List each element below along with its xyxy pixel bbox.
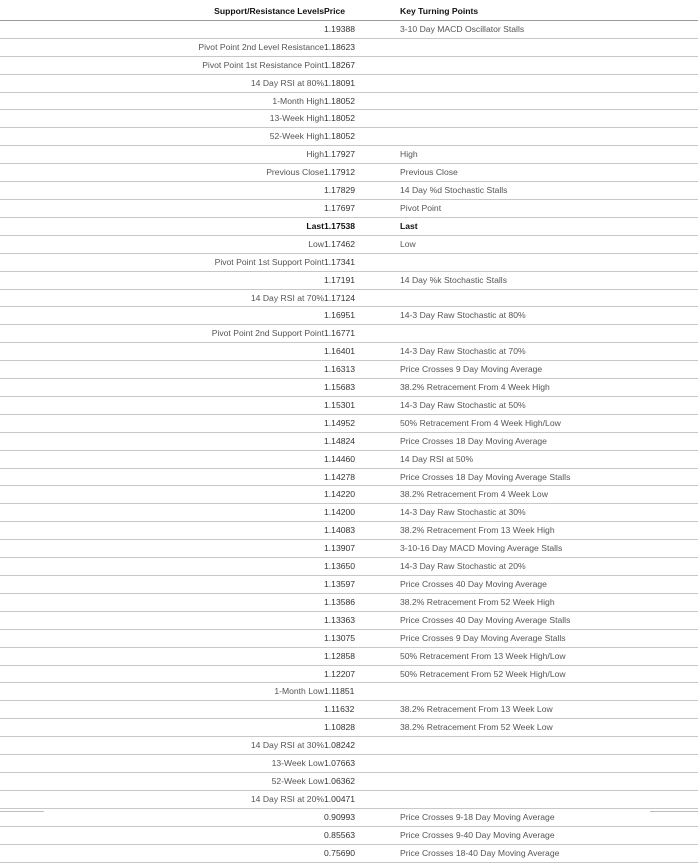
price-cell: 1.18623: [324, 41, 356, 52]
price-cell: 1.14220: [324, 489, 356, 500]
support-resistance-cell: [0, 844, 324, 862]
support-resistance-cell: [0, 396, 324, 414]
support-resistance-cell: Pivot Point 2nd Support Point: [211, 328, 324, 339]
turning-point-cell: [400, 38, 698, 56]
support-resistance-cell: [0, 522, 324, 540]
support-resistance-cell: 13-Week Low: [271, 758, 324, 769]
price-cell: 1.14952: [324, 417, 356, 428]
support-resistance-cell: [0, 199, 324, 217]
price-cell: 1.13650: [324, 561, 356, 572]
table-header-row: [0, 3, 698, 20]
support-resistance-cell: [0, 468, 324, 486]
turning-point-cell: Price Crosses 9 Day Moving Average: [400, 364, 543, 375]
table-row: [0, 558, 698, 576]
support-resistance-cell: [0, 379, 324, 397]
table-row: [0, 253, 698, 271]
turning-point-cell: 38.2% Retracement From 4 Week Low: [400, 489, 548, 500]
price-cell: 0.75690: [324, 847, 356, 858]
support-resistance-cell: [0, 593, 324, 611]
table-row: [0, 450, 698, 468]
turning-point-cell: Price Crosses 40 Day Moving Average: [400, 579, 547, 589]
support-resistance-cell: [0, 808, 324, 826]
turning-point-cell: 50% Retracement From 13 Week High/Low: [400, 650, 566, 661]
turning-point-cell: Price Crosses 18-40 Day Moving Average: [400, 847, 560, 858]
support-resistance-cell: [0, 182, 324, 200]
turning-point-cell: Price Crosses 9-18 Day Moving Average: [400, 811, 555, 822]
price-cell: 1.17927: [324, 149, 356, 160]
price-cell: 1.07663: [324, 758, 356, 769]
price-cell: 1.12858: [324, 650, 356, 661]
table-row: [0, 504, 698, 522]
support-resistance-cell: [0, 647, 324, 665]
price-cell: 1.14278: [324, 471, 356, 482]
table-row: [0, 182, 698, 200]
turning-point-cell: 14-3 Day Raw Stochastic at 70%: [400, 346, 526, 357]
price-cell: 1.14083: [324, 525, 356, 536]
price-cell: 1.08242: [324, 740, 356, 751]
support-resistance-cell: [0, 576, 324, 594]
support-resistance-cell: [0, 701, 324, 719]
support-resistance-cell: 14 Day RSI at 70%: [250, 292, 324, 303]
table-row: [0, 755, 698, 773]
support-resistance-cell: [0, 343, 324, 361]
table-row: [0, 379, 698, 397]
table-row: [0, 128, 698, 146]
turning-point-cell: 38.2% Retracement From 52 Week Low: [400, 722, 553, 733]
table-row: [0, 522, 698, 540]
support-resistance-cell: [0, 826, 324, 844]
table-row: [0, 701, 698, 719]
support-resistance-cell: [0, 361, 324, 379]
support-resistance-cell: 52-Week High: [269, 131, 324, 142]
table-row: [0, 56, 698, 74]
price-cell: 1.17538: [324, 220, 356, 231]
table-row: [0, 540, 698, 558]
price-cell: 1.14824: [324, 435, 356, 446]
turning-point-cell: 3-10 Day MACD Oscillator Stalls: [400, 23, 525, 34]
turning-point-cell: 38.2% Retracement From 52 Week High: [400, 596, 555, 607]
table-row: [0, 146, 698, 164]
support-resistance-cell: [0, 558, 324, 576]
price-cell: 1.17341: [324, 256, 356, 267]
table-row: [0, 629, 698, 647]
turning-point-cell: [400, 772, 698, 790]
price-cell: 1.17124: [324, 292, 356, 303]
turning-point-cell: [400, 110, 698, 128]
price-cell: 1.17829: [324, 185, 356, 196]
turning-point-cell: 3-10-16 Day MACD Moving Average Stalls: [400, 543, 563, 554]
price-cell: 0.85563: [324, 829, 356, 840]
support-resistance-cell: [0, 271, 324, 289]
table-row: [0, 74, 698, 92]
table-row: [0, 343, 698, 361]
header-support-resistance: Support/Resistance Levels: [214, 6, 324, 16]
table-row: [0, 611, 698, 629]
support-resistance-cell: High: [306, 149, 324, 160]
turning-point-cell: [400, 289, 698, 307]
price-cell: 1.15683: [324, 382, 356, 393]
turning-point-cell: 14-3 Day Raw Stochastic at 50%: [400, 399, 526, 410]
turning-point-cell: [400, 737, 698, 755]
table-row: [0, 665, 698, 683]
price-cell: 1.19388: [324, 23, 356, 34]
price-cell: 1.17191: [324, 274, 356, 285]
support-resistance-cell: 1-Month High: [272, 95, 324, 106]
table-row: [0, 396, 698, 414]
table-row: [0, 772, 698, 790]
price-cell: 1.16771: [324, 328, 356, 339]
support-resistance-cell: [0, 450, 324, 468]
turning-point-cell: 14 Day %k Stochastic Stalls: [400, 274, 507, 285]
table-row: [0, 486, 698, 504]
turning-point-cell: [400, 92, 698, 110]
header-price: Price: [324, 6, 346, 16]
price-cell: 1.15301: [324, 399, 356, 410]
turning-point-cell: [400, 128, 698, 146]
turning-point-cell: [400, 74, 698, 92]
price-cell: 1.11851: [324, 686, 355, 697]
turning-point-cell: 38.2% Retracement From 4 Week High: [400, 382, 550, 393]
turning-point-cell: 14 Day %d Stochastic Stalls: [400, 185, 508, 196]
table-row: [0, 432, 698, 450]
price-cell: 1.00471: [324, 793, 356, 804]
price-cell: 1.18091: [324, 77, 356, 88]
footer-divider-right: [650, 811, 698, 812]
support-resistance-cell: [0, 486, 324, 504]
price-cell: 1.16401: [324, 346, 356, 357]
price-cell: 1.18052: [324, 113, 356, 124]
price-cell: 1.13586: [324, 596, 356, 607]
turning-point-cell: [400, 755, 698, 773]
price-cell: 1.11632: [324, 704, 355, 715]
table-row: [0, 307, 698, 325]
price-cell: 1.16951: [324, 310, 356, 321]
table-row: [0, 271, 698, 289]
price-cell: 0.90993: [324, 811, 356, 822]
turning-point-cell: [400, 56, 698, 74]
turning-point-cell: 50% Retracement From 4 Week High/Low: [400, 417, 561, 428]
price-cell: 1.13075: [324, 632, 356, 643]
turning-point-cell: 14-3 Day Raw Stochastic at 20%: [400, 561, 526, 572]
turning-point-cell: Price Crosses 9-40 Day Moving Average: [400, 829, 555, 840]
support-resistance-cell: 13-Week High: [269, 113, 324, 124]
price-cell: 1.14200: [324, 507, 356, 518]
support-resistance-cell: 14 Day RSI at 80%: [250, 77, 324, 88]
support-resistance-cell: [0, 629, 324, 647]
turning-point-cell: [400, 253, 698, 271]
header-key-turning-points: Key Turning Points: [400, 6, 479, 16]
support-resistance-cell: [0, 665, 324, 683]
table-row: [0, 826, 698, 844]
table-row: [0, 737, 698, 755]
table-row: [0, 217, 698, 235]
turning-point-cell: Pivot Point: [400, 202, 442, 213]
support-resistance-cell: Last: [306, 220, 324, 231]
price-cell: 1.18052: [324, 95, 356, 106]
price-cell: 1.13597: [324, 579, 356, 589]
support-resistance-cell: 14 Day RSI at 20%: [250, 793, 324, 804]
footer-divider-left: [0, 811, 44, 812]
support-resistance-table: [0, 3, 698, 863]
table-row: [0, 647, 698, 665]
table-row: [0, 468, 698, 486]
turning-point-cell: Previous Close: [400, 167, 458, 178]
turning-point-cell: High: [400, 149, 418, 160]
support-resistance-cell: [0, 414, 324, 432]
support-resistance-cell: [0, 504, 324, 522]
table-row: [0, 414, 698, 432]
table-row: [0, 808, 698, 826]
turning-point-cell: Price Crosses 18 Day Moving Average: [400, 435, 547, 446]
table-row: [0, 576, 698, 594]
table-row: [0, 593, 698, 611]
support-resistance-cell: 52-Week Low: [271, 775, 324, 786]
support-resistance-cell: 1-Month Low: [274, 686, 324, 697]
table-row: [0, 199, 698, 217]
turning-point-cell: Price Crosses 9 Day Moving Average Stalls: [400, 632, 566, 643]
support-resistance-cell: Previous Close: [266, 167, 324, 178]
table-row: [0, 361, 698, 379]
table-row: [0, 289, 698, 307]
table-body: [0, 20, 698, 862]
support-resistance-cell: 14 Day RSI at 30%: [250, 740, 324, 751]
turning-point-cell: 38.2% Retracement From 13 Week Low: [400, 704, 553, 715]
price-cell: 1.18267: [324, 59, 356, 70]
turning-point-cell: [400, 683, 698, 701]
table-row: [0, 235, 698, 253]
support-resistance-cell: [0, 432, 324, 450]
table-row: [0, 844, 698, 862]
turning-point-cell: [400, 325, 698, 343]
price-cell: 1.10828: [324, 722, 356, 733]
price-cell: 1.12207: [324, 668, 356, 679]
table-row: [0, 92, 698, 110]
turning-point-cell: 50% Retracement From 52 Week High/Low: [400, 668, 566, 679]
price-cell: 1.13363: [324, 614, 356, 625]
turning-point-cell: [400, 790, 698, 808]
turning-point-cell: 38.2% Retracement From 13 Week High: [400, 525, 555, 536]
turning-point-cell: 14-3 Day Raw Stochastic at 80%: [400, 310, 526, 321]
price-cell: 1.17912: [324, 167, 356, 178]
price-cell: 1.13907: [324, 543, 356, 554]
table-row: [0, 719, 698, 737]
price-cell: 1.17462: [324, 238, 356, 249]
price-cell: 1.17697: [324, 202, 356, 213]
support-resistance-cell: Pivot Point 1st Resistance Point: [202, 59, 324, 70]
support-resistance-cell: Low: [308, 238, 324, 249]
price-cell: 1.14460: [324, 453, 356, 464]
support-resistance-cell: [0, 719, 324, 737]
support-resistance-cell: [0, 307, 324, 325]
table-row: [0, 790, 698, 808]
price-cell: 1.06362: [324, 775, 356, 786]
table-row: [0, 20, 698, 38]
turning-point-cell: 14 Day RSI at 50%: [400, 453, 474, 464]
turning-point-cell: Price Crosses 18 Day Moving Average Stalls: [400, 471, 571, 482]
turning-point-cell: 14-3 Day Raw Stochastic at 30%: [400, 507, 526, 518]
support-resistance-cell: [0, 540, 324, 558]
price-cell: 1.16313: [324, 364, 356, 375]
turning-point-cell: Last: [400, 220, 418, 231]
table-row: [0, 325, 698, 343]
table-row: [0, 110, 698, 128]
turning-point-cell: Price Crosses 40 Day Moving Average Stalls: [400, 614, 571, 625]
table-row: [0, 164, 698, 182]
support-resistance-cell: Pivot Point 2nd Level Resistance: [198, 41, 324, 52]
support-resistance-cell: [0, 20, 324, 38]
table-row: [0, 683, 698, 701]
support-resistance-cell: Pivot Point 1st Support Point: [214, 256, 324, 267]
turning-point-cell: Low: [400, 238, 416, 249]
price-cell: 1.18052: [324, 131, 356, 142]
table-row: [0, 38, 698, 56]
support-resistance-cell: [0, 611, 324, 629]
